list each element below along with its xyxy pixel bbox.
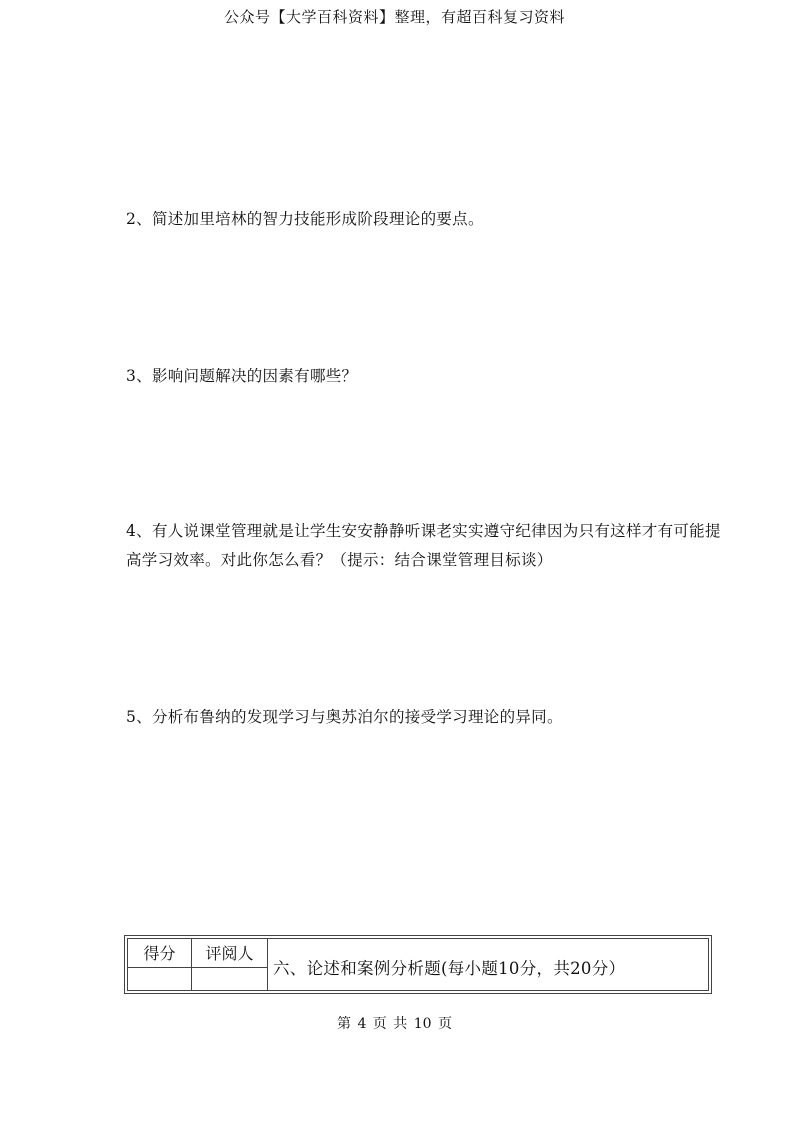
page-header: 公众号【大学百科资料】整理，有超百科复习资料 — [223, 8, 565, 26]
reviewer-column — [192, 939, 268, 990]
page-footer: 第 4 页 共 10 页 — [337, 1016, 452, 1032]
question-5: 5、分析布鲁纳的发现学习与奥苏泊尔的接受学习理论的异同。 — [126, 708, 563, 726]
question-4: 4、有人说课堂管理就是让学生安安静静听课老实实遵守纪律因为只有这样才有可能提高学习效率。对此你怎么看？（提示：结合课堂管理目标谈） — [126, 522, 721, 569]
question-3: 3、影响问题解决的因素有哪些？ — [126, 367, 358, 385]
reviewer-label: 评阅人 — [205, 944, 254, 963]
score-table — [124, 935, 712, 994]
score-table-divider — [128, 967, 268, 968]
score-label: 得分 — [143, 944, 176, 963]
question-2: 2、简述加里培林的智力技能形成阶段理论的要点。 — [126, 210, 484, 228]
score-column — [128, 939, 192, 990]
score-table-inner — [127, 938, 709, 991]
section-title: 六、论述和案例分析题(每小题10分，共20分） — [273, 959, 626, 978]
